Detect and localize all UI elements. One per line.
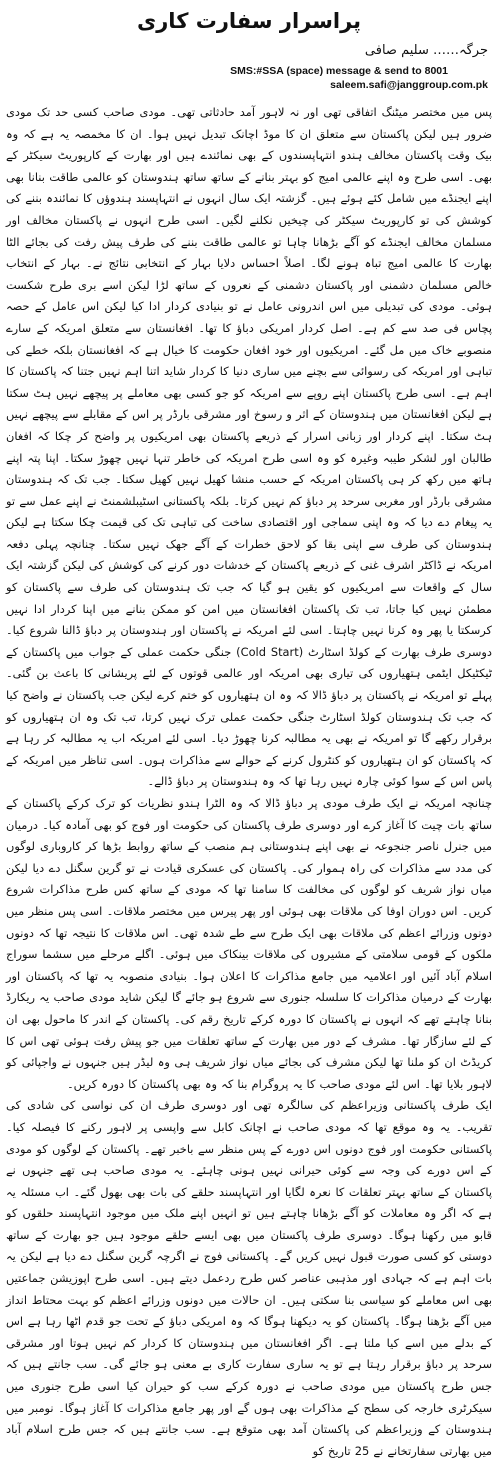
- article-paragraph: چنانچہ امریکہ نے ایک طرف مودی پر دباؤ ڈالا کہ وہ الٹرا ہندو نظریات کو ترک کرکے پاکستان کے ساتھ بات چیت کا آغاز کرے اور دوسری طرف پاکستان کی حکومت اور فوج کو بھی آمادہ کیا۔ درمیان میں جنرل ناصر جنجوعہ نے بھی اپنے ہندوستانی ہم منصب کے ساتھ روابط بڑھا کر کاروباری لوگوں کی مدد سے مذاکرات کی راہ ہموار کی۔ پاکستان کی عسکری قیادت نے تو گرین سگنل دے دیا لیکن میاں نواز شریف کو لوگوں کی مخالفت کا سامنا تھا کہ مودی کے ساتھ کس طرح مذاکرات شروع کریں۔ اس دوران اوفا کی ملاقات بھی ہوئی اور پھر پیرس میں مختصر ملاقات۔ اسی پس منظر میں دونوں وزرائے اعظم کی ملاقات بھی ایک طرح سے طے شدہ تھی۔ اس ملاقات کا نتیجہ تھا کہ دونوں ملکوں کے قومی سلامتی کے مشیروں کی ملاقات بینکاک میں ہوئی۔ اگلے مرحلے میں سشما سوراج اسلام آباد آئیں اور اعلامیہ میں جامع مذاکرات کا اعلان ہوا۔ بنیادی منصوبہ یہ تھا کہ پاکستان اور بھارت کے درمیان مذاکرات کا سلسلہ جنوری سے شروع ہو جائے گا لیکن شاید مودی صاحب یہ ریکارڈ بنانا چاہتے تھے کہ انہوں نے پاکستان کا دورہ کرکے تاریخ رقم کی۔ پاکستان کے اندر کا ماحول بھی ان کے لئے سازگار تھا۔ مشرف کے دور میں بھارت کے ساتھ تعلقات میں جو پیش رفت ہوئی تھی اس کا کریڈٹ ان کو ملنا تھا لیکن مشرف کی بجائے میاں نواز شریف ہی وہ لیڈر ہیں جنہوں نے واجپائی کو لاہور بلایا تھا۔ اس لئے مودی صاحب کا یہ پروگرام بنا کہ وہ بھی پاکستان کا دورہ کریں۔: [6, 796, 492, 1091]
- byline: [6, 42, 488, 60]
- author-email[interactable]: saleem.safi@janggroup.com.pk: [330, 79, 488, 91]
- sms-line: SMS:#SSA (space) message & send to 8001: [230, 65, 448, 77]
- byline-prefix: جرگہ……: [432, 43, 488, 58]
- column-header: [6, 6, 492, 92]
- article-paragraph: پس میں مختصر میٹنگ اتفاقی تھی اور نہ لاہور آمد حادثاتی تھی۔ مودی صاحب کسی حد تک مودی ضرور ہیں لیکن پاکستان سے متعلق ان کا موڈ اچانک تبدیل نہیں ہوا۔ ان کا مخمصہ یہ ہے کہ وہ بیک وقت پاکستان مخالف ہندو انتہاپسندوں کے بھی نمائندے ہیں اور بھارت کے کارپوریٹ سیکٹر کے بھی۔ اسی طرح وہ اپنے عالمی امیج کو بہتر بنانے کے ساتھ ساتھ ہندوستان کو عالمی طاقت بنانا بھی اپنے ایجنڈے میں شامل کئے ہوئے ہیں۔ گزشتہ ایک سال انہوں نے انتہاپسند ہندوؤں کا نمائندہ بننے کی کوشش کی تو کارپوریٹ سیکٹر کی چیخیں نکلنے لگیں۔ اسی طرح انہوں نے پاکستان مخالف اور مسلمان مخالف ایجنڈے کو آگے بڑھانا چاہا تو عالمی طاقت بننے کی طرف پیش رفت کی بجائے الٹا بھارت کا عالمی امیج تباہ ہونے لگا۔ اصلاً احساس دلایا بہار کے انتخابی نتائج نے۔ بہار کے انتخاب خالص مسلمان دشمنی اور پاکستان دشمنی کے نعروں کے ساتھ لڑا لیکن اسے بری طرح شکست ہوئی۔ مودی کی تبدیلی میں اس اندرونی عامل نے تو بنیادی کردار ادا کیا لیکن اس عامل کے حصہ پچاس فی صد سے کم ہے۔ اصل کردار امریکی دباؤ کا تھا۔ افغانستان سے متعلق امریکہ کے سارے منصوبے خاک میں مل گئے۔ امریکیوں اور خود افغان حکومت کا خیال ہے کہ افغانستان بلکہ خطے کی تباہی اور امریکہ کی رسوائی سے بچنے میں ساری دنیا کا کردار شاید اتنا اہم نہیں جتنا کہ پاکستان کا اہم ہے۔ اسی طرح پاکستان اپنے روپے سے امریکہ کو جو کسی بھی معاملے پر پیچھے نہیں ہٹ سکتا ہے لیکن افغانستان میں ہندوستان کے اثر و رسوخ اور مشرقی بارڈر پر اس کے مقابلے سے پیچھے نہیں ہٹ سکتا۔ اپنے کردار اور زبانی اسرار کے ذریعے پاکستان بھی امریکیوں پر واضح کر چکا کہ افغان طالبان اور لشکر طیبہ وغیرہ کو وہ اسی طرح امریکہ کی خاطر تنہا نہیں چھوڑ سکتا۔ اپنا پتہ اپنے ہاتھ میں رکھ کر ہی پاکستان امریکہ کے حسب منشا کھیل نہیں کھیل سکتا۔ جب تک کہ ہندوستان مشرقی بارڈر اور مغربی سرحد پر دباؤ کم نہیں کرتا۔ بلکہ پاکستانی اسٹیبلشمنٹ نے اپنے عمل سے تو یہ پیغام دے دیا کہ وہ اپنی سماجی اور اقتصادی ساخت کی تباہی تک کی قیمت چکا سکتا ہے لیکن ہندوستان کی طرف سے اپنی بقا کو لاحق خطرات کے آگے جھک نہیں سکتا۔ چنانچہ پہلی دفعہ امریکہ نے ڈاکٹر اشرف غنی کے ذریعے پاکستان کے خدشات دور کرنے کی کوشش کی لیکن گزشتہ ایک سال کے واقعات سے امریکیوں کو یقین ہو گیا کہ جب تک ہندوستان کی طرف سے پاکستان کو مطمئن نہیں کیا جاتا، تب تک پاکستان افغانستان میں امن کو ممکن بنانے میں اپنا کردار ادا نہیں کرسکتا یا پھر وہ کرنا نہیں چاہتا۔ اسی لئے امریکہ نے پاکستان اور ہندوستان پر دباؤ ڈالنا شروع کیا۔ دوسری طرف بھارت کے کولڈ اسٹارٹ (Cold Start) جنگی حکمت عملی کے جواب میں پاکستان کے ٹیکٹیکل ایٹمی ہتھیاروں کی تیاری بھی امریکہ اور عالمی قوتوں کے لئے پریشانی کا باعث بن گئی۔ پہلے تو امریکہ نے پاکستان پر دباؤ ڈالا کہ وہ ان ہتھیاروں کو ختم کرے لیکن جب پاکستان نے واضح کیا کہ جب تک ہندوستان کولڈ اسٹارٹ جنگی حکمت عملی ترک نہیں کرتا، تب تک وہ ان ہتھیاروں کو برقرار رکھے گا تو امریکہ نے بھی یہ مطالبہ کرنا چھوڑ دیا۔ اسی لئے امریکہ اب یہ مطالبہ کر رہا ہے کہ پاکستان کو ان ہتھیاروں کو کنٹرول کرنے کے حوالے سے مذاکرات ہوں۔ اسی تناظر میں امریکہ کے پاس اس کے سوا کوئی چارہ نہیں رہا تھا کہ وہ ہندوستان پر دباؤ ڈالے۔: [6, 105, 492, 789]
- article-title: پراسرار سفارت کاری: [136, 9, 362, 33]
- contact-info: [6, 64, 488, 92]
- author-name: سلیم صافی: [364, 43, 429, 58]
- article-body: [6, 102, 492, 1462]
- article-paragraph: ایک طرف پاکستانی وزیراعظم کی سالگرہ تھی اور دوسری طرف ان کی نواسی کی شادی کی تقریب۔ یہ وہ موقع تھا کہ مودی صاحب نے اچانک کابل سے واپسی پر لاہور رکنے کا فیصلہ کیا۔ پاکستانی حکومت اور فوج دونوں اس دورے کے پس منظر سے باخبر تھے۔ پاکستان کے لوگوں کو مودی کے اس دورے کی وجہ سے کوئی حیرانی نہیں ہونی چاہئے۔ یہ مودی صاحب ہی تھے جنہوں نے پاکستان کے ساتھ بہتر تعلقات کا نعرہ لگایا اور انتہاپسند حلقے کی بات بھی بھول گئے۔ اب مسئلہ یہ ہے کہ اگر وہ معاملات کو آگے بڑھانا چاہتے ہیں تو انہیں اپنے ملک میں موجود انتہاپسند حلقوں کو قابو میں رکھنا ہوگا۔ دوسری طرف پاکستان میں بھی ایسے حلقے موجود ہیں جو بھارت کے ساتھ دوستی کو کسی صورت قبول نہیں کریں گے۔ پاکستانی فوج نے اگرچہ گرین سگنل دے دیا ہے لیکن یہ بات اہم ہے کہ جہادی اور مذہبی عناصر کس طرح ردعمل دیتے ہیں۔ اسی طرح اپوزیشن جماعتیں بھی اس معاملے کو سیاسی بنا سکتی ہیں۔ ان حالات میں دونوں وزرائے اعظم کو بہت محتاط انداز میں آگے بڑھنا ہوگا۔ پاکستان کو یہ دیکھنا ہوگا کہ وہ امریکی دباؤ کے تحت جو قدم اٹھا رہا ہے اس کے بدلے میں اسے کیا ملتا ہے۔ اگر افغانستان میں ہندوستان کا کردار کم نہیں ہوتا اور مشرقی سرحد پر دباؤ برقرار رہتا ہے تو یہ ساری سفارت کاری بے معنی ہو جائے گی۔ سب جانتے ہیں کہ جس طرح پاکستان میں مودی صاحب نے دورہ کرکے سب کو حیران کیا اسی طرح جنوری میں سیکرٹری خارجہ کی سطح کے مذاکرات بھی ہوں گے اور پھر جامع مذاکرات کا آغاز ہوگا۔ نومبر میں ہندوستان کے وزیراعظم کی پاکستان آمد بھی متوقع ہے۔ سب جانتے ہیں کہ جس طرح اسلام آباد میں بھارتی سفارتخانے نے 25 تاریخ کو: [6, 1098, 492, 1458]
